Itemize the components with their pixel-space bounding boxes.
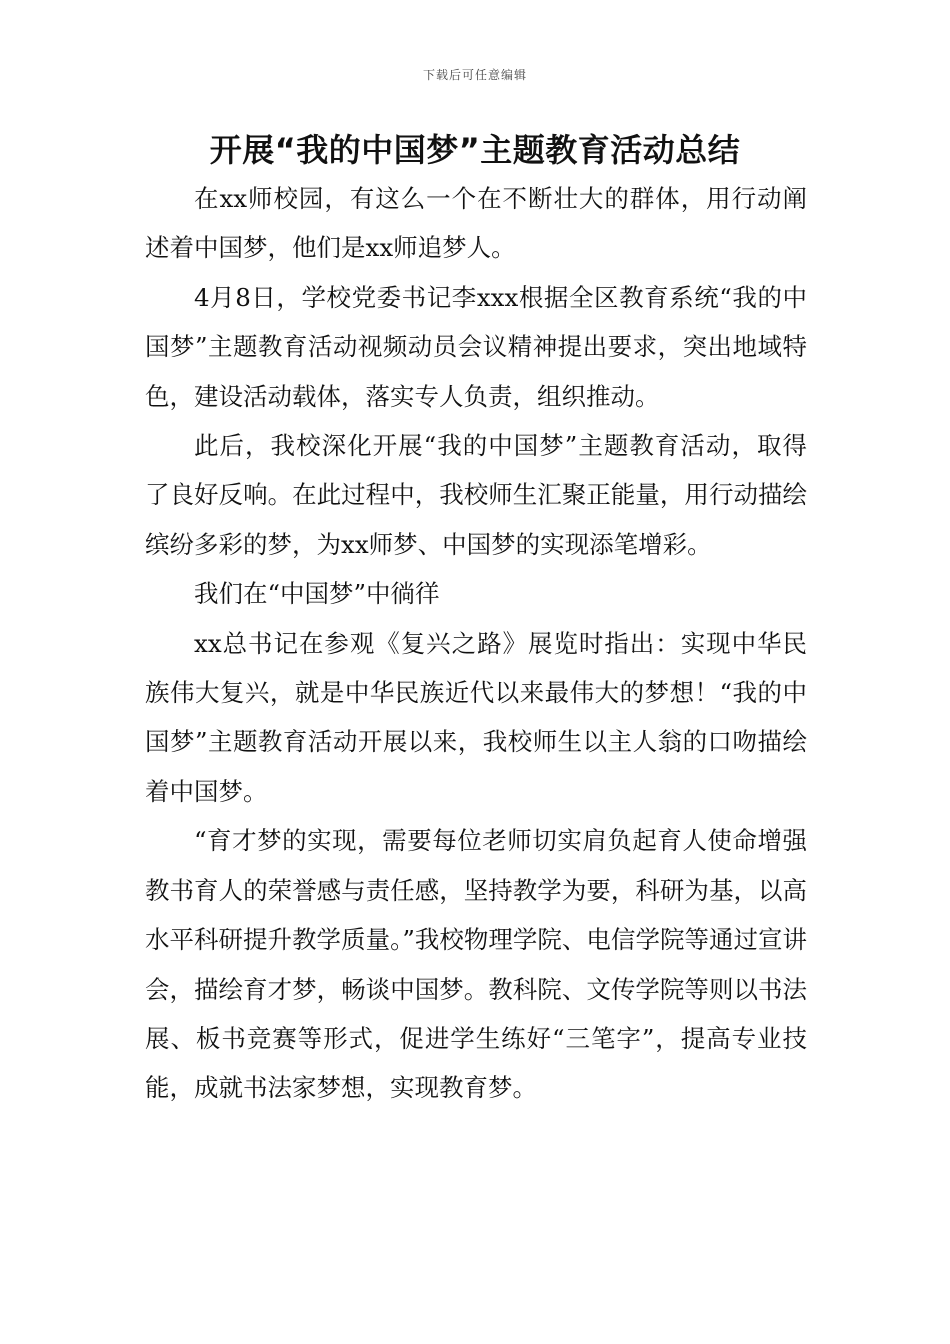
- section-heading: 我们在“中国梦”中徜徉: [194, 579, 440, 609]
- document-body: [145, 174, 807, 1113]
- paragraph-education-dream: “育才梦的实现，需要每位老师切实肩负起育人使命增强教书育人的荣誉感与责任感，坚持教学为要，科研为基，以高水平科研提升教学质量。”我校物理学院、电信学院等通过宣讲会，描绘育才梦，畅谈中国梦。教科院、文传学院等则以书法展、板书竞赛等形式，促进学生练好“三笔字”，提高专业技能，成就书法家梦想，实现教育梦。: [145, 826, 807, 1103]
- paragraph-afterwards: 此后，我校深化开展“我的中国梦”主题教育活动，取得了良好反响。在此过程中，我校师生汇聚正能量，用行动描绘缤纷多彩的梦，为xx师梦、中国梦的实现添笔增彩。: [145, 431, 807, 559]
- paragraph-april: 4月8日，学校党委书记李xxx根据全区教育系统“我的中国梦”主题教育活动视频动员会议精神提出要求，突出地域特色，建设活动载体，落实专人负责，组织推动。: [145, 282, 807, 411]
- document-title: 开展“我的中国梦”主题教育活动总结: [209, 131, 741, 169]
- header-note: 下载后可任意编辑: [422, 68, 527, 82]
- paragraph-revival: xx总书记在参观《复兴之路》展览时指出：实现中华民族伟大复兴，就是中华民族近代以来最伟大的梦想！“我的中国梦”主题教育活动开展以来，我校师生以主人翁的口吻描绘着中国梦。: [145, 628, 807, 806]
- paragraph-intro: 在xx师校园，有这么一个在不断壮大的群体，用行动阐述着中国梦，他们是xx师追梦人。: [145, 184, 807, 263]
